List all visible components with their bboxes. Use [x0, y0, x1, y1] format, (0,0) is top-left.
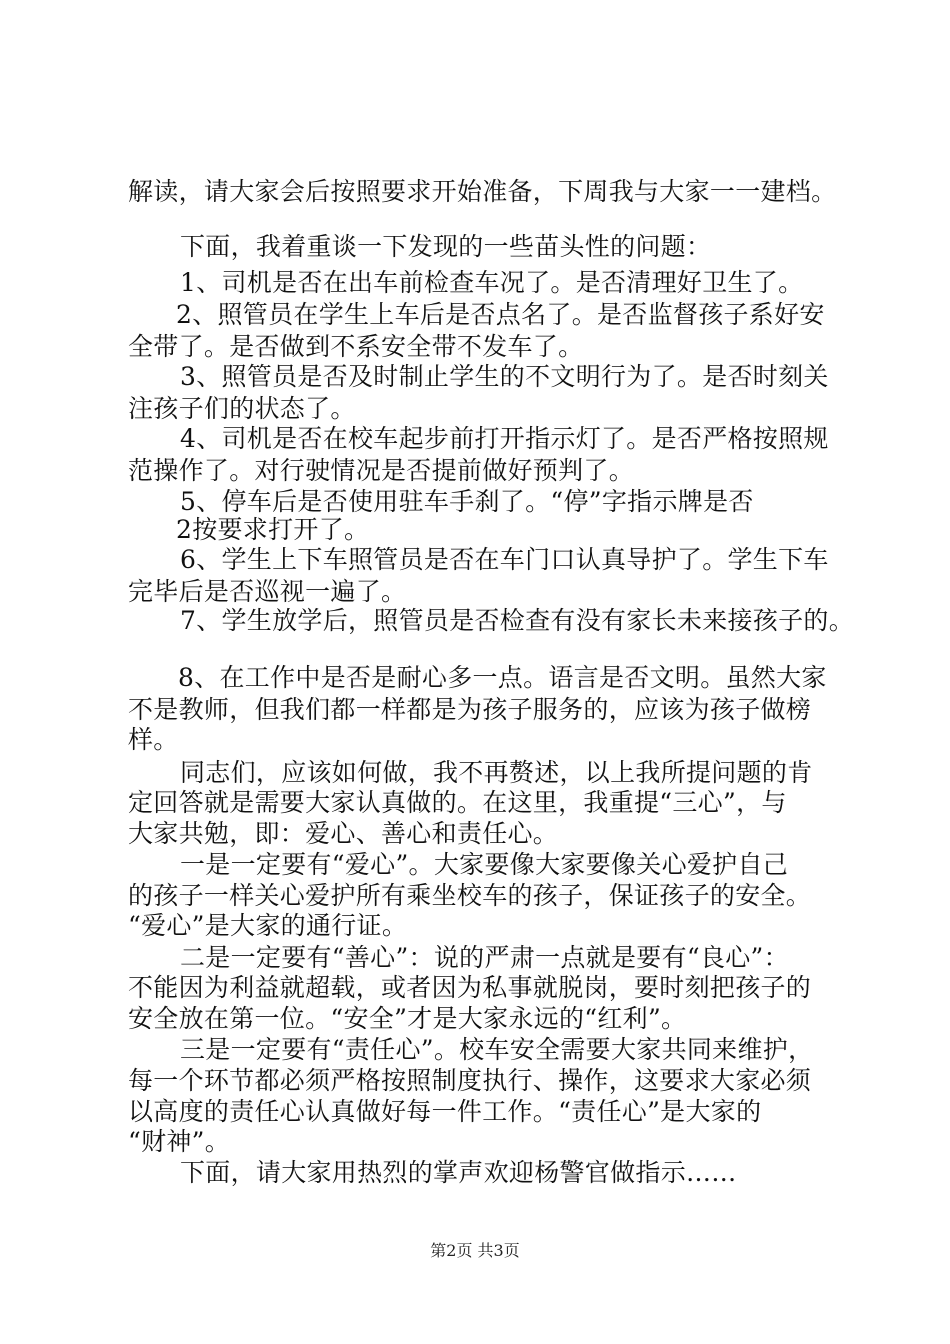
text-line: 的孩子一样关心爱护所有乘坐校车的孩子，保证孩子的安全。: [128, 881, 812, 910]
text-line: “爱心”是大家的通行证。: [128, 911, 408, 940]
text-line: 定回答就是需要大家认真做的。在这里，我重提“三心”，与: [128, 788, 787, 817]
text-line: 8、在工作中是否是耐心多一点。语言是否文明。虽然大家: [178, 663, 827, 692]
text-line: 安全放在第一位。“安全”才是大家永远的“红利”。: [128, 1004, 687, 1033]
text-line: 同志们，应该如何做，我不再赘述，以上我所提问题的肯: [180, 758, 813, 787]
text-line: 范操作了。对行驶情况是否提前做好预判了。: [128, 456, 635, 485]
text-line: 3、照管员是否及时制止学生的不文明行为了。是否时刻关: [180, 362, 829, 391]
text-line: 注孩子们的状态了。: [128, 394, 356, 423]
text-line: 7、学生放学后，照管员是否检查有没有家长未来接孩子的。: [180, 606, 855, 635]
text-line: 2按要求打开了。: [176, 515, 370, 544]
text-line: 三是一定要有“责任心”。校车安全需要大家共同来维护，: [180, 1035, 814, 1064]
text-line: 一是一定要有“爱心”。大家要像大家要像关心爱护自己: [180, 850, 789, 879]
text-line: “财神”。: [128, 1127, 231, 1156]
text-line: 二是一定要有“善心”：说的严肃一点就是要有“良心”：: [180, 943, 789, 972]
text-line: 不是教师，但我们都一样都是为孩子服务的，应该为孩子做榜: [128, 695, 812, 724]
text-line: 样。: [128, 725, 179, 754]
text-line: 大家共勉，即：爱心、善心和责任心。: [128, 819, 559, 848]
text-line: 每一个环节都必须严格按照制度执行、操作，这要求大家必须: [128, 1066, 812, 1095]
text-line: 2、照管员在学生上车后是否点名了。是否监督孩子系好安: [176, 300, 825, 329]
text-line: 下面，我着重谈一下发现的一些苗头性的问题：: [180, 232, 712, 261]
text-line: 不能因为利益就超载，或者因为私事就脱岗，要时刻把孩子的: [128, 973, 812, 1002]
text-line: 全带了。是否做到不系安全带不发车了。: [128, 332, 584, 361]
text-line: 6、学生上下车照管员是否在车门口认真导护了。学生下车: [180, 545, 829, 574]
text-line: 完毕后是否巡视一遍了。: [128, 577, 407, 606]
page-footer: 第2页 共3页: [430, 1241, 520, 1260]
text-line: 以高度的责任心认真做好每一件工作。“责任心”是大家的: [128, 1097, 762, 1126]
text-line: 4、司机是否在校车起步前打开指示灯了。是否严格按照规: [180, 424, 829, 453]
text-line: 下面，请大家用热烈的掌声欢迎杨警官做指示……: [180, 1158, 737, 1187]
text-line: 5、停车后是否使用驻车手刹了。“停”字指示牌是否: [180, 487, 754, 516]
text-line: 解读，请大家会后按照要求开始准备，下周我与大家一一建档。: [128, 177, 837, 206]
text-line: 1、司机是否在出车前检查车况了。是否清理好卫生了。: [180, 268, 804, 297]
